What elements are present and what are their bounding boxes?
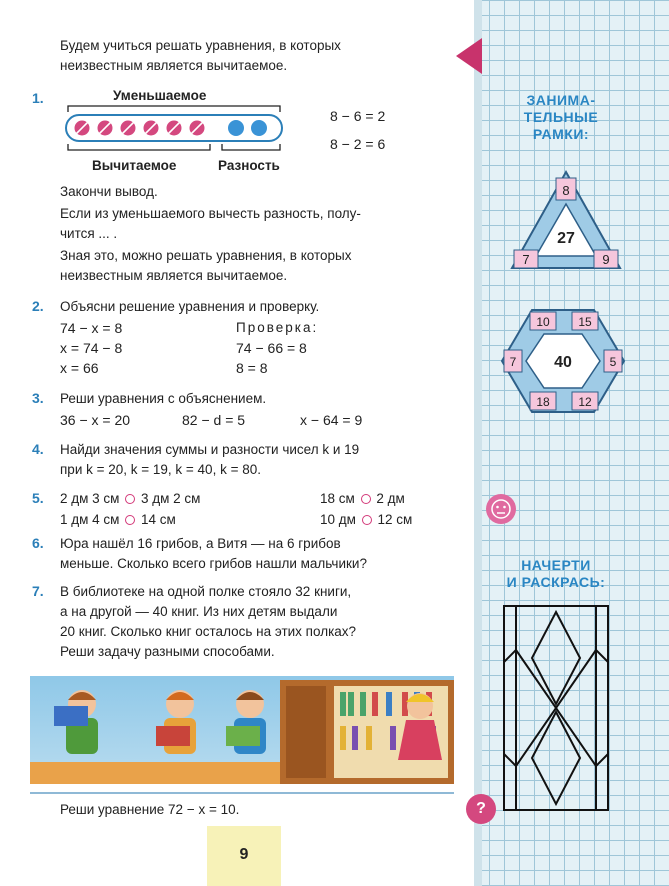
- task-3-eq-2: 82 − d = 5: [182, 412, 246, 428]
- compare-b2: 2 дм: [376, 491, 405, 506]
- task-6-line-1: Юра нашёл 16 грибов, а Витя — на 6 грибов: [60, 536, 341, 551]
- question-icon: ?: [466, 794, 496, 824]
- check-title: Проверка:: [236, 320, 319, 335]
- task-1-number: 1.: [32, 90, 44, 106]
- task-2-line-3: x = 66: [60, 360, 99, 376]
- tri-right-value: 9: [602, 252, 610, 267]
- compare-row-2: [60, 510, 176, 530]
- task-3-eq-3: x − 64 = 9: [300, 412, 363, 428]
- equation-1: 8 − 6 = 2: [330, 108, 386, 124]
- bottom-task: Реши уравнение 72 − x = 10.: [60, 802, 240, 817]
- divider-line: [30, 792, 454, 794]
- panel-title-1: [506, 92, 616, 143]
- task-4-number: 4.: [32, 441, 44, 457]
- compare-d1: 10 дм: [320, 512, 356, 527]
- difference-label: Разность: [218, 158, 280, 173]
- panel-title-1-line-2: ТЕЛЬНЫЕ: [523, 109, 599, 125]
- minuend-label: Уменьшаемое: [113, 88, 207, 103]
- intro-line-1: Будем учиться решать уравнения, в которых: [60, 38, 341, 53]
- task-7-line-3: 20 книг. Сколько книг осталось на этих полках?: [60, 624, 357, 639]
- tri-left-value: 7: [522, 252, 530, 267]
- hex-tr-value: 15: [578, 315, 592, 329]
- intro-line-2: неизвестным является вычитаемое.: [60, 58, 288, 73]
- tri-center-value: 27: [557, 230, 575, 247]
- smiley-icon: [486, 494, 516, 524]
- task-3-text: Реши уравнения с объяснением.: [60, 391, 267, 406]
- panel-title-2: [490, 557, 622, 591]
- task-1-text-3: чится ... .: [60, 226, 118, 241]
- task-1-text-2: Если из уменьшаемого вычесть разность, полу-: [60, 206, 361, 221]
- compare-a1: 2 дм 3 см: [60, 491, 120, 506]
- draw-pattern: [500, 602, 612, 814]
- compare-circle-icon: [125, 494, 135, 504]
- check-line-1: 74 − 66 = 8: [236, 340, 307, 356]
- panel-edge: [474, 0, 482, 886]
- task-2-line-2: x = 74 − 8: [60, 340, 123, 356]
- equation-2: 8 − 2 = 6: [330, 136, 386, 152]
- task-2-line-1: 74 − x = 8: [60, 320, 123, 336]
- bookmark-marker: [456, 38, 482, 74]
- panel-title-2-line-2: И РАСКРАСЬ:: [506, 574, 606, 590]
- task-7-line-2: а на другой — 40 книг. Из них детям выдали: [60, 604, 338, 619]
- task-5-number: 5.: [32, 490, 44, 506]
- task-7-line-4: Реши задачу разными способами.: [60, 644, 275, 659]
- minuend-diagram: [60, 100, 290, 160]
- panel-title-1-line-1: ЗАНИМА-: [526, 92, 596, 108]
- hexagon-frame: [500, 306, 626, 416]
- compare-row-3: [320, 489, 405, 509]
- task-2-text: Объясни решение уравнения и проверку.: [60, 299, 320, 314]
- hex-br-value: 12: [578, 395, 592, 409]
- task-4-line-1: Найди значения суммы и разности чисел k и 19: [60, 442, 360, 457]
- compare-a2: 3 дм 2 см: [141, 491, 201, 506]
- task-2-number: 2.: [32, 298, 44, 314]
- compare-row-1: [60, 489, 200, 509]
- compare-circle-icon: [361, 494, 371, 504]
- subtrahend-label: Вычитаемое: [92, 158, 177, 173]
- triangle-frame: [508, 168, 624, 272]
- compare-c1: 1 дм 4 см: [60, 512, 120, 527]
- hex-tl-value: 10: [536, 315, 550, 329]
- task-6-number: 6.: [32, 535, 44, 551]
- library-illustration: [30, 676, 454, 784]
- task-7-line-1: В библиотеке на одной полке стояло 32 книги,: [60, 584, 352, 599]
- panel-title-2-line-1: НАЧЕРТИ: [521, 557, 591, 573]
- hex-bl-value: 18: [536, 395, 550, 409]
- compare-row-4: [320, 510, 412, 530]
- library-scene: [30, 676, 454, 784]
- compare-circle-icon: [362, 515, 372, 525]
- tri-top-value: 8: [562, 183, 570, 198]
- task-3-number: 3.: [32, 390, 44, 406]
- check-line-2: 8 = 8: [236, 360, 268, 376]
- task-3-eq-1: 36 − x = 20: [60, 412, 131, 428]
- page-number: [207, 826, 281, 886]
- compare-c2: 14 см: [141, 512, 176, 527]
- hex-l-value: 7: [509, 355, 517, 369]
- task-6-line-2: меньше. Сколько всего грибов нашли мальчики?: [60, 556, 367, 571]
- task-1-text-1: Закончи вывод.: [60, 184, 158, 199]
- compare-circle-icon: [125, 515, 135, 525]
- task-4-line-2: при k = 20, k = 19, k = 40, k = 80.: [60, 462, 261, 477]
- page-number-text: 9: [239, 846, 249, 863]
- hex-center-value: 40: [554, 354, 572, 371]
- panel-title-1-line-3: РАМКИ:: [532, 126, 590, 142]
- task-1-text-5: неизвестным является вычитаемое.: [60, 268, 288, 283]
- smiley-face-icon: [486, 494, 516, 524]
- task-1-text-4: Зная это, можно решать уравнения, в которых: [60, 248, 352, 263]
- compare-d2: 12 см: [377, 512, 413, 527]
- compare-b1: 18 см: [320, 491, 355, 506]
- hex-r-value: 5: [609, 355, 617, 369]
- task-7-number: 7.: [32, 583, 44, 599]
